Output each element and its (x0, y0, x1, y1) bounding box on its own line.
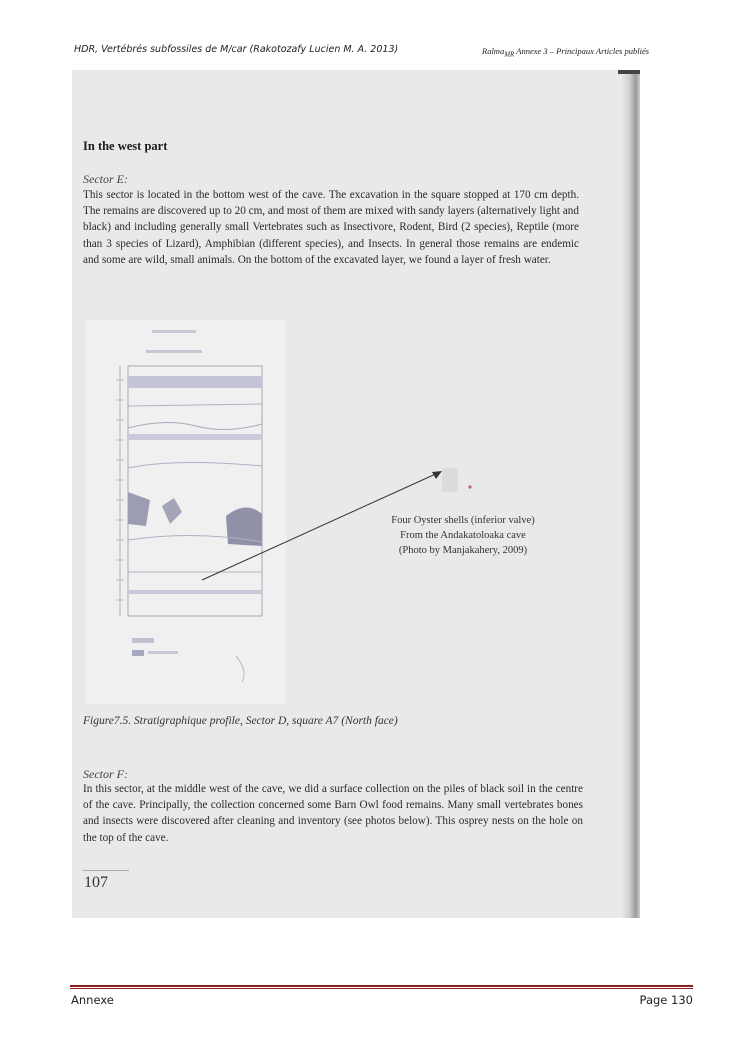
photo-caption-line-1: Four Oyster shells (inferior valve) (391, 515, 535, 526)
section-title: In the west part (83, 139, 168, 153)
header-right-sub: MR (504, 50, 515, 59)
scan-edge-mark (618, 70, 640, 74)
sector-f-label: Sector F: (83, 767, 128, 781)
page-number-rule (83, 870, 129, 871)
header-right-title (482, 46, 649, 59)
footer-page-number: Page 130 (639, 993, 693, 1007)
sector-f-paragraph: In this sector, at the middle west of the cave, we did a surface collection on the piles of black soil in the centre of the cave. Principally, the collection concerned some Barn Owl food remains. Many small vertebrates bones and insects were discovered after cleaning and inventory (see photos below). This osprey nests on the hole on the top of the cave. (83, 783, 583, 844)
photo-caption (368, 513, 558, 558)
scanned-page-number: 107 (84, 874, 108, 891)
header-right-prefix: Ralma (482, 46, 505, 56)
footer-rule-thin (70, 988, 693, 989)
header-right-suffix: Annexe 3 – Principaux Articles publiés (514, 46, 650, 56)
photo-caption-line-3: (Photo by Manjakahery, 2009) (398, 545, 528, 556)
sector-e-paragraph: This sector is located in the bottom west of the cave. The excavation in the square stopped at 170 cm depth. The remains are discovered up to 20 cm, and most of them are mixed with sandy layers (alternatively light and black) and including generally small Vertebrates such as Insectivore, Rodent, Bird (2 species), Reptile (more than 3 species of Lizard), Amphibian (different species), and Insects. In general those remains are endemic and some are wild, small animals. On the bottom of the excavated layer, we found a layer of fresh water. (83, 189, 579, 266)
footer-rule-thick (70, 985, 693, 987)
figure-caption: Figure7.5. Stratigraphique profile, Sector D, square A7 (North face) (83, 715, 398, 727)
scanned-page (72, 70, 640, 918)
photo-caption-line-2: From the Andakatoloaka cave (400, 530, 526, 541)
book-gutter-shadow (620, 70, 640, 918)
header-left-title: HDR, Vertébrés subfossiles de M/car (Rakotozafy Lucien M. A. 2013) (74, 44, 399, 55)
footer-left-label: Annexe (71, 993, 114, 1007)
sector-e-label: Sector E: (83, 172, 128, 186)
